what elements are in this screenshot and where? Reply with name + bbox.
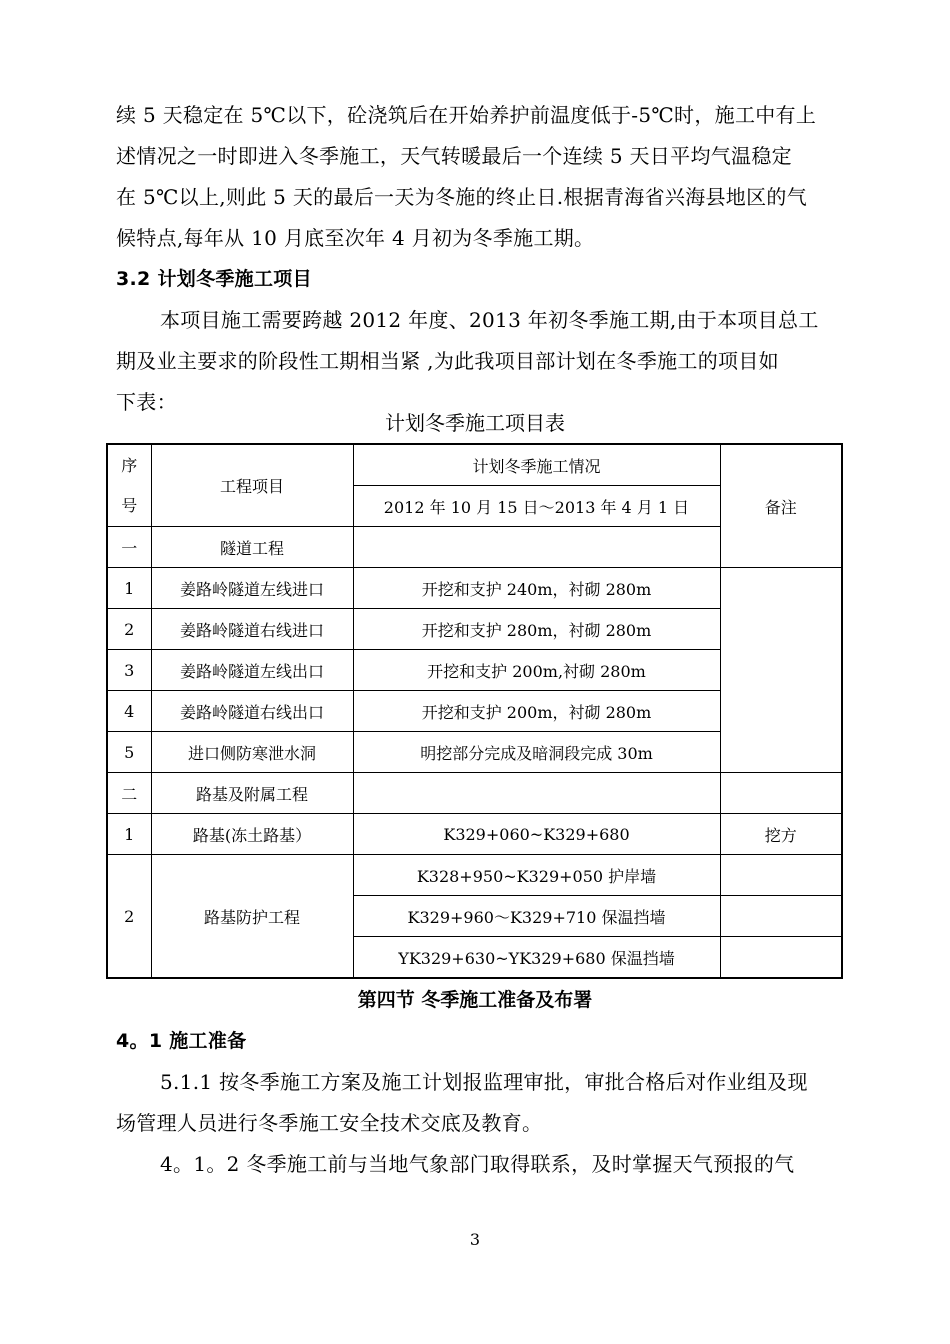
header-period: 2012 年 10 月 15 日～2013 年 4 月 1 日 xyxy=(353,486,720,527)
row-plan: 开挖和支护 200m，衬砌 280m xyxy=(353,691,720,732)
row-seq: 2 xyxy=(107,609,151,650)
header-seq-top: 序 xyxy=(121,455,138,475)
row-plan: YK329+630~YK329+680 保温挡墙 xyxy=(353,937,720,979)
row-remark xyxy=(720,855,842,896)
header-item: 工程项目 xyxy=(151,444,353,527)
row-plan: 开挖和支护 280m，衬砌 280m xyxy=(353,609,720,650)
row-seq: 4 xyxy=(107,691,151,732)
section-heading-3-2: 3.2 计划冬季施工项目 xyxy=(116,268,312,290)
row-seq: 5 xyxy=(107,732,151,773)
paragraph-line: 在 5℃以上,则此 5 天的最后一天为冬施的终止日.根据青海省兴海县地区的气 xyxy=(116,185,808,209)
group-name: 隧道工程 xyxy=(151,527,353,568)
row-seq: 1 xyxy=(107,568,151,609)
group-plan xyxy=(353,773,720,814)
section-4-title: 第四节 冬季施工准备及布署 xyxy=(357,989,593,1011)
row-plan: 明挖部分完成及暗洞段完成 30m xyxy=(353,732,720,773)
header-remark: 备注 xyxy=(720,444,842,568)
row-plan: 开挖和支护 240m，衬砌 280m xyxy=(353,568,720,609)
winter-construction-table xyxy=(106,443,843,979)
header-seq-bottom: 号 xyxy=(121,495,138,515)
row-name: 姜路岭隧道左线出口 xyxy=(151,650,353,691)
group-remark xyxy=(720,773,842,814)
section-heading-4-1: 4。1 施工准备 xyxy=(116,1030,247,1052)
row-remark: 挖方 xyxy=(720,814,842,855)
paragraph-line: 下表： xyxy=(116,390,177,414)
row-seq: 3 xyxy=(107,650,151,691)
paragraph-line: 候特点,每年从 10 月底至次年 4 月初为冬季施工期。 xyxy=(116,226,595,250)
paragraph-line: 期及业主要求的阶段性工期相当紧 ,为此我项目部计划在冬季施工的项目如 xyxy=(116,349,779,373)
header-plan: 计划冬季施工情况 xyxy=(353,444,720,486)
row-name: 姜路岭隧道右线出口 xyxy=(151,691,353,732)
paragraph-line: 场管理人员进行冬季施工安全技术交底及教育。 xyxy=(116,1111,543,1135)
row-name: 路基防护工程 xyxy=(151,855,353,979)
page-number: 3 xyxy=(469,1230,481,1249)
paragraph-line: 本项目施工需要跨越 2012 年度、2013 年初冬季施工期,由于本项目总工 xyxy=(160,308,819,332)
row-seq: 1 xyxy=(107,814,151,855)
paragraph-line: 4。1。2 冬季施工前与当地气象部门取得联系，及时掌握天气预报的气 xyxy=(160,1152,795,1176)
row-remark xyxy=(720,937,842,979)
row-plan: K328+950~K329+050 护岸墙 xyxy=(353,855,720,896)
row-remark xyxy=(720,568,842,773)
paragraph-line: 述情况之一时即进入冬季施工，天气转暖最后一个连续 5 天日平均气温稳定 xyxy=(116,144,792,168)
row-plan: K329+960～K329+710 保温挡墙 xyxy=(353,896,720,937)
group-plan xyxy=(353,527,720,568)
row-remark xyxy=(720,896,842,937)
table-caption: 计划冬季施工项目表 xyxy=(385,411,565,435)
group-seq: 一 xyxy=(107,527,151,568)
row-seq: 2 xyxy=(107,855,151,979)
row-name: 姜路岭隧道左线进口 xyxy=(151,568,353,609)
paragraph-line: 续 5 天稳定在 5℃以下，砼浇筑后在开始养护前温度低于-5℃时，施工中有上 xyxy=(116,103,817,127)
group-seq: 二 xyxy=(107,773,151,814)
row-name: 进口侧防寒泄水洞 xyxy=(151,732,353,773)
group-name: 路基及附属工程 xyxy=(151,773,353,814)
row-plan: K329+060~K329+680 xyxy=(353,814,720,855)
row-plan: 开挖和支护 200m,衬砌 280m xyxy=(353,650,720,691)
row-name: 姜路岭隧道右线进口 xyxy=(151,609,353,650)
header-seq xyxy=(107,444,151,527)
row-name: 路基(冻土路基） xyxy=(151,814,353,855)
paragraph-line: 5.1.1 按冬季施工方案及施工计划报监理审批，审批合格后对作业组及现 xyxy=(160,1070,808,1094)
